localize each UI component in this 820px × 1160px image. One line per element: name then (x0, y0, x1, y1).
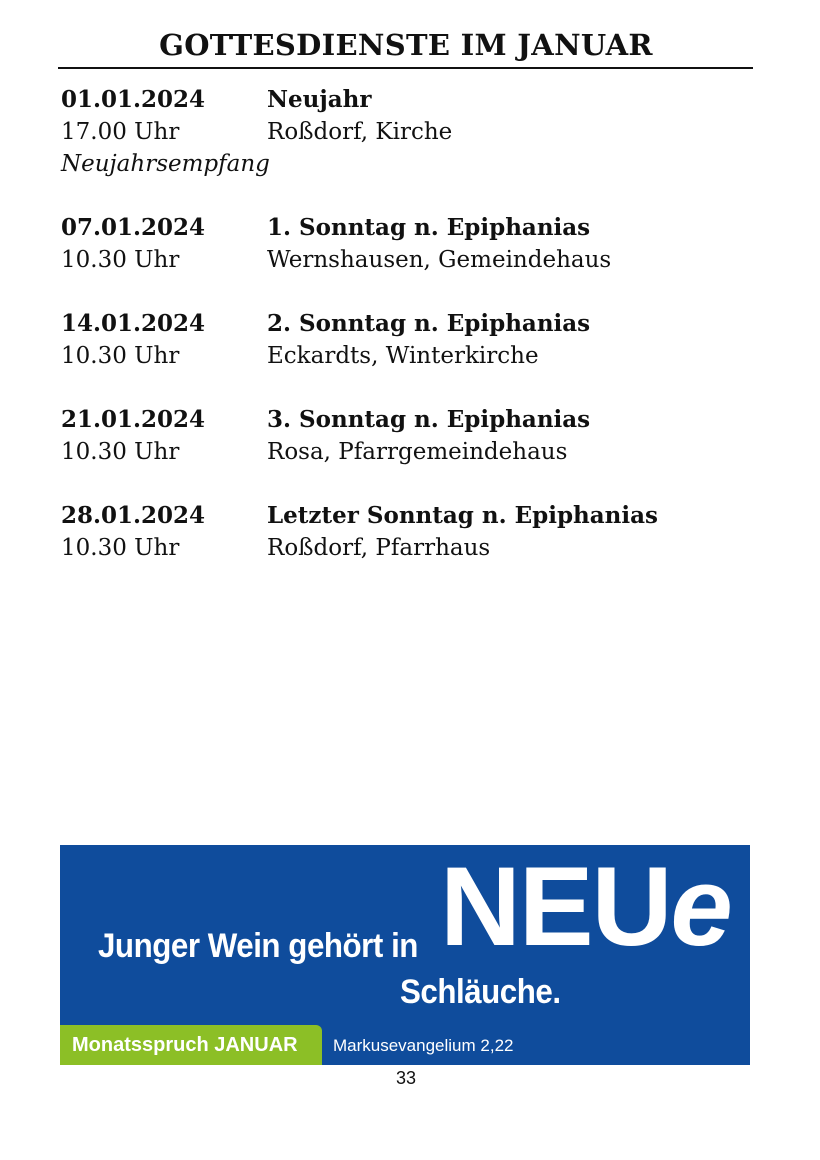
service-time: 17.00 Uhr (61, 119, 180, 145)
service-name: 3. Sonntag n. Epiphanias (267, 406, 591, 433)
verse-reference: Markusevangelium 2,22 (333, 1036, 514, 1055)
service-date: 28.01.2024 (61, 502, 206, 529)
banner-headline (440, 845, 731, 969)
service-location: Roßdorf, Pfarrhaus (267, 535, 491, 561)
service-entry (61, 84, 761, 180)
service-entry (61, 308, 761, 372)
service-entry (61, 404, 761, 468)
title-divider (58, 67, 753, 69)
service-time: 10.30 Uhr (61, 535, 180, 561)
page-title: GOTTESDIENSTE IM JANUAR (159, 28, 653, 62)
service-location: Wernshausen, Gemeindehaus (267, 247, 612, 273)
service-date: 07.01.2024 (61, 214, 206, 241)
service-date: 21.01.2024 (61, 406, 206, 433)
monthly-verse-tag: Monatsspruch JANUAR (60, 1025, 322, 1065)
service-location: Roßdorf, Kirche (267, 119, 453, 145)
service-entry (61, 212, 761, 276)
service-name: 1. Sonntag n. Epiphanias (267, 214, 591, 241)
page-number: 33 (395, 1068, 417, 1088)
service-name: Neujahr (267, 86, 372, 113)
service-date: 01.01.2024 (61, 86, 206, 113)
service-time: 10.30 Uhr (61, 343, 180, 369)
banner-headline-caps: NEU (440, 845, 671, 969)
service-note: Neujahrsempfang (61, 151, 270, 177)
service-entry (61, 500, 761, 564)
service-time: 10.30 Uhr (61, 439, 180, 465)
service-name: Letzter Sonntag n. Epiphanias (267, 502, 658, 529)
service-time: 10.30 Uhr (61, 247, 180, 273)
banner-text-line1: Junger Wein gehört in (98, 927, 418, 965)
monthly-verse-banner (60, 845, 750, 1065)
service-location: Eckardts, Winterkirche (267, 343, 539, 369)
service-name: 2. Sonntag n. Epiphanias (267, 310, 591, 337)
banner-text-line2: Schläuche. (400, 973, 561, 1011)
service-location: Rosa, Pfarrgemeindehaus (267, 439, 568, 465)
banner-headline-e: e (670, 845, 731, 969)
service-date: 14.01.2024 (61, 310, 206, 337)
service-list (61, 84, 761, 596)
